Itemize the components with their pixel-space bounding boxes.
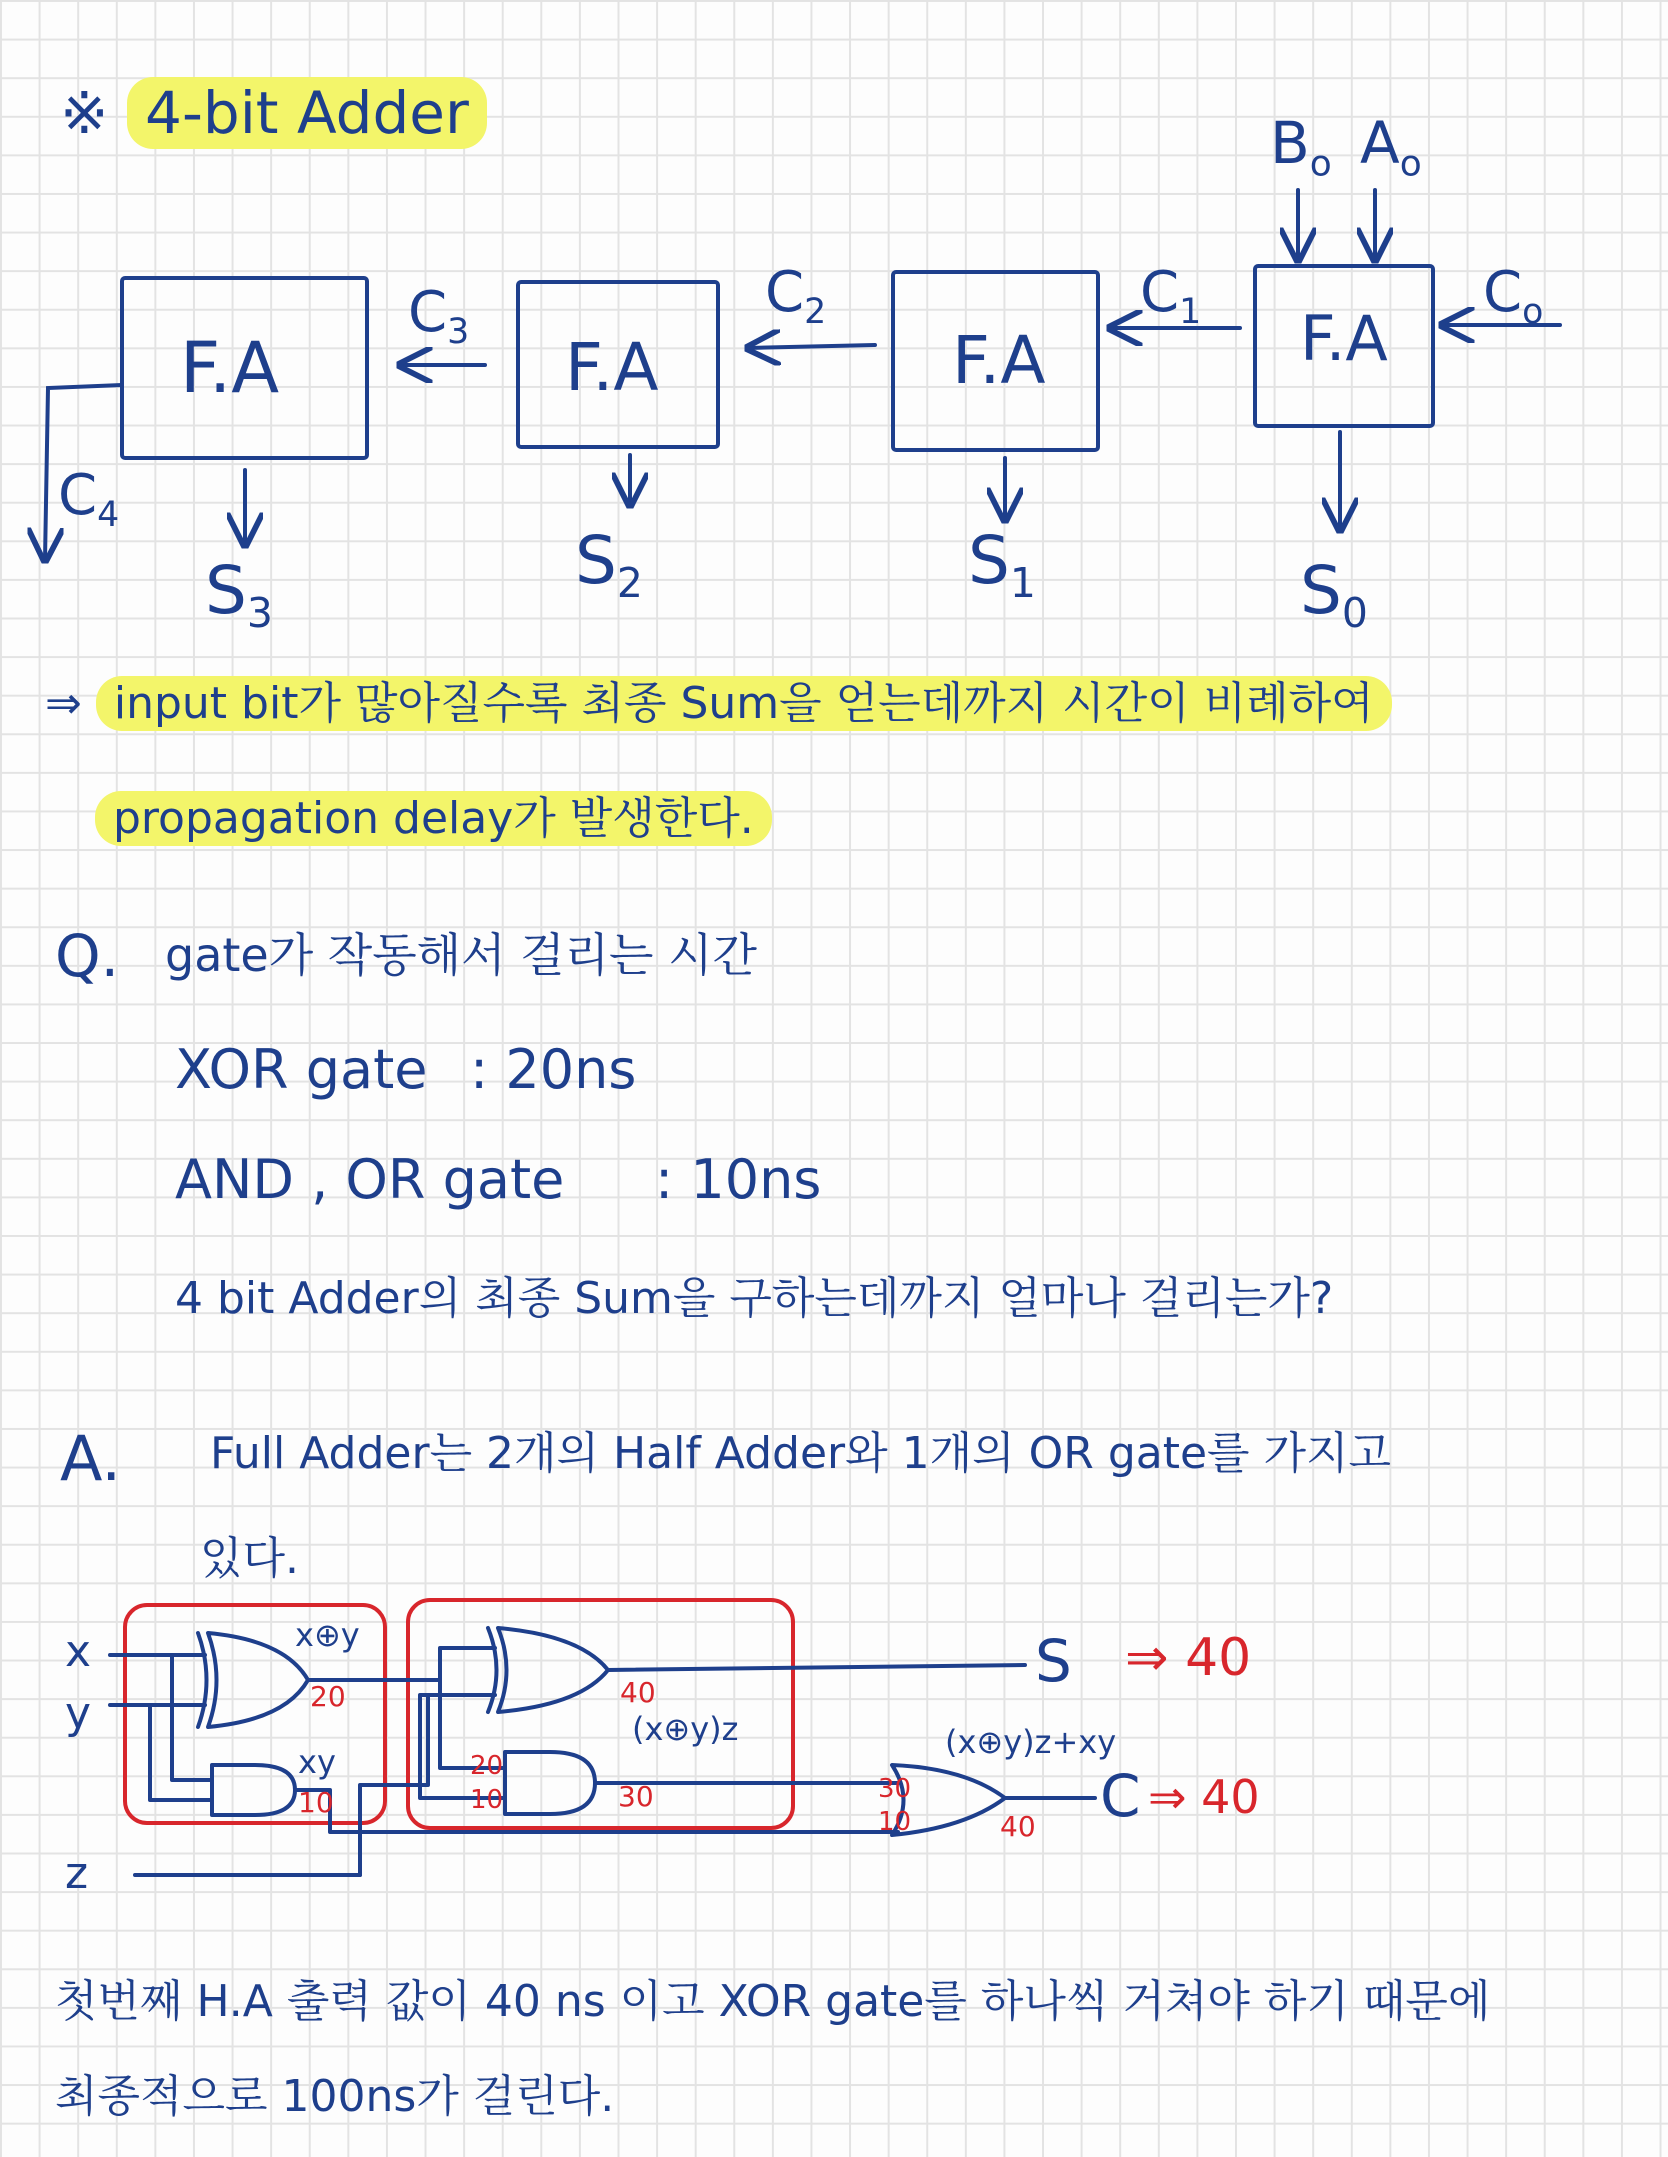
delay-ha2-and-in-top: 20 — [470, 1751, 504, 1781]
note-text-2: propagation delay가 발생한다. — [95, 791, 772, 846]
carry-output-label: C — [1100, 1762, 1141, 1830]
ha1-and-output-label: xy — [298, 1743, 336, 1781]
fa-label-2: F.A — [565, 329, 659, 406]
carry-label-c3: $C_3$ — [408, 280, 470, 353]
fa-label-0: F.A — [1300, 302, 1388, 375]
sum-label-s2: $S_2$ — [575, 522, 643, 608]
carry-label-c0: $C_o$ — [1483, 260, 1544, 333]
answer-label: A. — [60, 1422, 122, 1495]
ha1-xor-back — [198, 1633, 207, 1727]
ha2-xor-gate — [498, 1628, 608, 1712]
ha1-and-gate — [212, 1765, 295, 1815]
ha1-xor-output-label: x⊕y — [295, 1616, 360, 1654]
fa-label-3: F.A — [180, 327, 280, 409]
title-text: 4-bit Adder — [127, 77, 487, 149]
carry-label-c4: $C_4$ — [58, 463, 120, 536]
or-output-label: (x⊕y)z+xy — [945, 1723, 1117, 1761]
sum-label-s0: $S_0$ — [1300, 552, 1368, 638]
input-y-label: y — [65, 1688, 92, 1739]
input-x-label: x — [65, 1626, 92, 1677]
input-z-label: z — [65, 1848, 89, 1899]
delay-or-in-bottom: 10 — [878, 1807, 912, 1837]
delay-ha1-xor: 20 — [310, 1680, 346, 1713]
delay-ha2-and-in-bottom: 10 — [470, 1785, 504, 1815]
andor-gate-name: AND , OR gate — [175, 1148, 565, 1211]
reference-mark-icon: ※ — [60, 79, 109, 147]
conclusion-line-2: 최종적으로 100ns가 걸린다. — [55, 2071, 615, 2122]
xor-gate-name: XOR gate — [175, 1038, 428, 1101]
delay-or-out: 40 — [1000, 1810, 1036, 1843]
fa-label-1: F.A — [952, 322, 1046, 399]
wire-y-to-and — [150, 1705, 212, 1800]
sum-result: ⇒ 40 — [1125, 1628, 1252, 1688]
delay-ha1-and: 10 — [298, 1786, 334, 1819]
ha1-xor-gate — [208, 1633, 308, 1727]
answer-line-2: 있다. — [200, 1533, 299, 1584]
andor-gate-delay: : 10ns — [655, 1148, 822, 1211]
note-text-1: input bit가 많아질수록 최종 Sum을 얻는데까지 시간이 비례하여 — [96, 676, 1392, 731]
carry-label-c2: $C_2$ — [765, 260, 827, 333]
question-label: Q. — [55, 922, 120, 990]
input-label-a0: $A_o$ — [1360, 109, 1422, 185]
ha2-xor-back — [488, 1628, 497, 1712]
input-label-b0: $B_o$ — [1270, 109, 1332, 185]
ha2-and-gate — [505, 1752, 595, 1814]
implies-arrow-icon: ⇒ — [45, 678, 82, 729]
ha2-xor-output-label: (x⊕y)z — [632, 1710, 739, 1748]
sum-output-label: S — [1035, 1627, 1072, 1695]
question-ask: 4 bit Adder의 최종 Sum을 구하는데까지 얼마나 걸리는가? — [175, 1273, 1334, 1324]
xor-gate-delay: : 20ns — [470, 1038, 637, 1101]
delay-or-in-top: 30 — [878, 1774, 912, 1804]
wire-z-and — [420, 1695, 505, 1798]
carry-result: ⇒ 40 — [1148, 1770, 1260, 1824]
delay-ha2-xor: 40 — [620, 1676, 656, 1709]
sum-label-s3: $S_3$ — [205, 552, 273, 638]
wire-sum-out — [608, 1665, 1025, 1670]
answer-line-1: Full Adder는 2개의 Half Adder와 1개의 OR gate를 가지고 — [210, 1428, 1392, 1479]
sum-label-s1: $S_1$ — [968, 522, 1036, 608]
carry-label-c1: $C_1$ — [1140, 260, 1202, 333]
conclusion-line-1: 첫번째 H.A 출력 값이 40 ns 이고 XOR gate를 하나씩 거쳐야 하기 때문에 — [55, 1976, 1491, 2027]
question-text: gate가 작동해서 걸리는 시간 — [165, 928, 757, 982]
delay-ha2-and-out: 30 — [618, 1780, 654, 1813]
